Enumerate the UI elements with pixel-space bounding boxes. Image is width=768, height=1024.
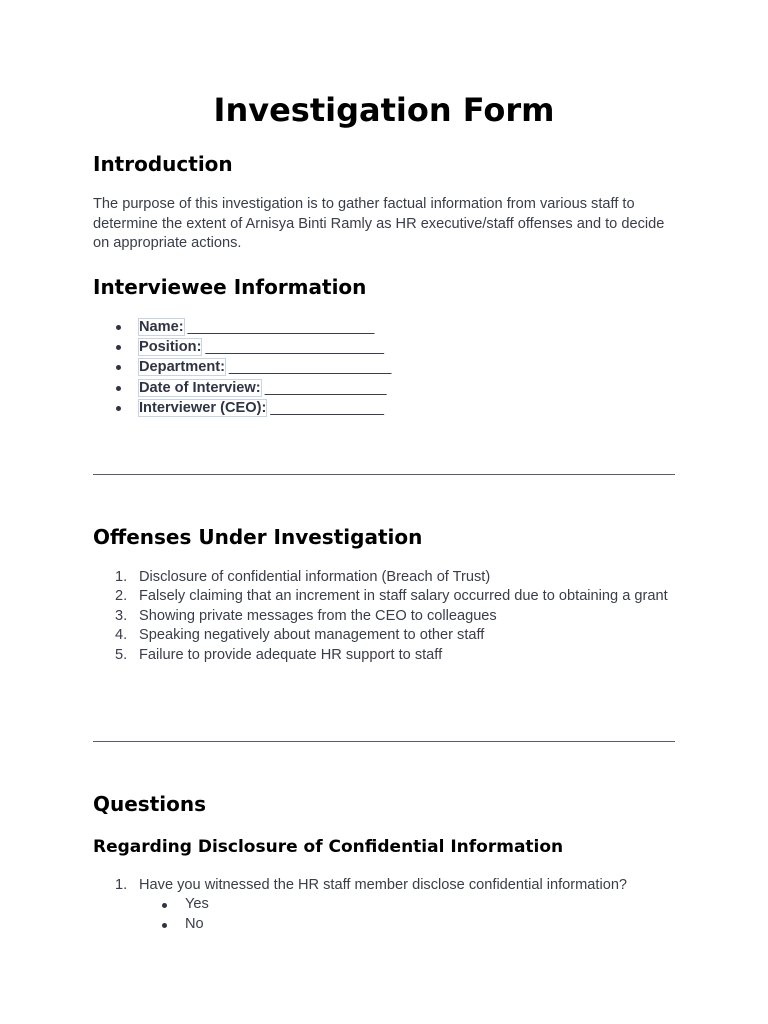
field-department-label: Department: (139, 359, 225, 376)
offense-item (115, 646, 729, 665)
introduction-heading: Introduction (93, 152, 233, 176)
offense-item-number: 4. (115, 627, 128, 644)
questions-subheading: Regarding Disclosure of Confidential Information (93, 837, 564, 857)
interviewee-field-list (93, 317, 391, 418)
field-department (139, 357, 391, 377)
field-date-of-interview (139, 378, 391, 398)
question-option: No (185, 915, 729, 934)
questions-heading: Questions (93, 792, 207, 816)
field-name-blank: _______________________ (183, 319, 375, 335)
offense-item (115, 587, 729, 606)
offense-item-number: 3. (115, 607, 128, 624)
offense-item (115, 568, 729, 587)
interviewee-heading: Interviewee Information (93, 275, 367, 299)
section-divider (93, 474, 675, 475)
questions-list (93, 876, 729, 934)
offense-item-text: Speaking negatively about management to other staff (139, 627, 485, 644)
offenses-list (93, 568, 729, 665)
offense-item-number: 2. (115, 588, 128, 605)
offense-item (115, 607, 729, 626)
offense-item-text: Falsely claiming that an increment in staff salary occurred due to obtaining a grant (139, 588, 668, 605)
field-position-blank: ______________________ (201, 339, 385, 356)
offense-item-number: 5. (115, 646, 128, 663)
offense-item-text: Showing private messages from the CEO to colleagues (139, 607, 497, 624)
section-divider (93, 741, 675, 742)
question-item (115, 876, 729, 934)
offense-item-number: 1. (115, 569, 128, 585)
field-department-blank: ____________________ (224, 359, 392, 376)
question-options (139, 895, 729, 934)
document-title: Investigation Form (213, 91, 555, 129)
field-interviewer-blank: ______________ (266, 399, 385, 416)
field-date-of-interview-label: Date of Interview: (139, 379, 261, 396)
field-position (139, 337, 391, 357)
offenses-heading: Offenses Under Investigation (93, 525, 423, 549)
introduction-text: The purpose of this investigation is to gather factual information from various staff to determine the extent of Arnisya Binti Ramly as HR executive/staff offenses and to decide on appropriate actions. (93, 196, 665, 252)
field-name-label: Name: (139, 319, 184, 335)
field-name (139, 317, 391, 337)
question-item-text: Have you witnessed the HR staff member disclose confidential information? (139, 877, 628, 893)
field-interviewer (139, 398, 391, 418)
field-interviewer-label: Interviewer (CEO): (139, 399, 267, 416)
field-position-label: Position: (139, 339, 202, 356)
question-option: Yes (185, 895, 729, 914)
field-date-of-interview-blank: _______________ (260, 379, 387, 396)
question-item-number: 1. (115, 877, 128, 893)
offense-item-text: Disclosure of confidential information (Breach of Trust) (139, 569, 491, 585)
offense-item (115, 626, 729, 645)
offense-item-text: Failure to provide adequate HR support to staff (139, 646, 443, 663)
